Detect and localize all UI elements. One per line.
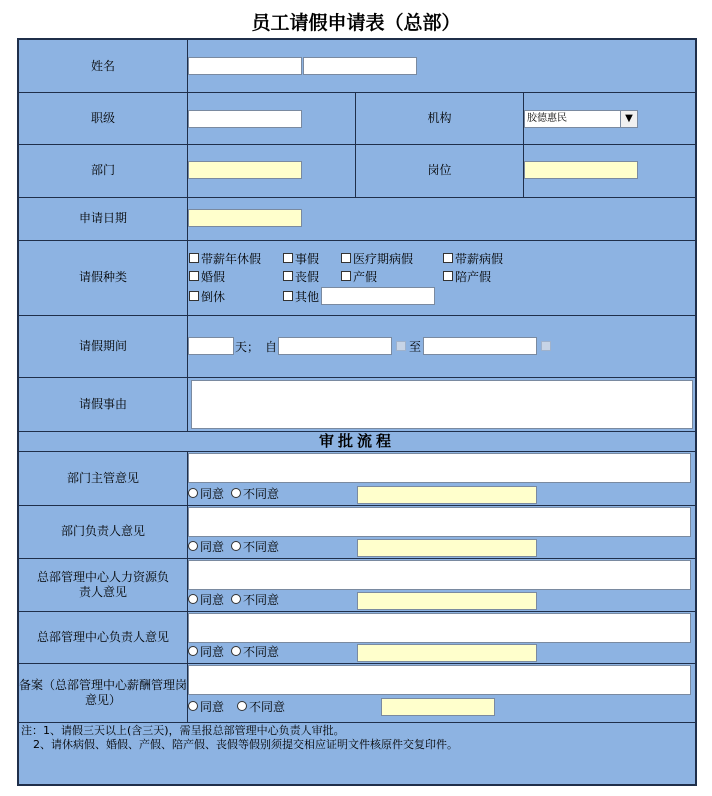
column-divider (187, 40, 188, 431)
leave-type-marriage[interactable]: 婚假 (189, 268, 225, 284)
calendar-icon[interactable] (541, 341, 551, 351)
approval-comment-input[interactable] (188, 665, 691, 695)
rank-label: 职级 (90, 110, 115, 125)
reason-label: 请假事由 (78, 396, 127, 411)
reason-textarea[interactable] (191, 380, 693, 429)
leave-type-medical[interactable]: 医疗期病假 (341, 250, 413, 266)
leave-type-bereavement[interactable]: 丧假 (283, 268, 319, 284)
approval-sign-input[interactable] (381, 698, 495, 716)
leave-period-label: 请假期间 (78, 338, 127, 353)
note-line-1: 注：1、请假三天以上(含三天)，需呈报总部管理中心负责人审批。 (21, 724, 345, 737)
chevron-down-icon[interactable]: ▼ (620, 111, 637, 127)
dept-input[interactable] (188, 161, 302, 179)
leave-form (17, 38, 697, 786)
disagree-radio[interactable]: 不同意 (231, 591, 279, 607)
page-title: 员工请假申请表（总部） (251, 12, 461, 34)
dept-label: 部门 (90, 163, 115, 177)
leave-type-paid-sick[interactable]: 带薪病假 (443, 250, 503, 266)
approval-sign-input[interactable] (357, 644, 537, 662)
org-select[interactable] (524, 110, 638, 128)
start-date-input[interactable] (278, 337, 392, 355)
to-label: 至 (409, 339, 422, 354)
approval-sign-input[interactable] (357, 486, 537, 504)
disagree-radio[interactable]: 不同意 (231, 643, 279, 659)
disagree-radio[interactable]: 不同意 (231, 485, 279, 501)
leave-type-comp[interactable]: 倒休 (189, 288, 225, 304)
approval-comment-input[interactable] (188, 507, 691, 537)
column-divider (523, 92, 524, 197)
note-line-2: 2、请休病假、婚假、产假、陪产假、丧假等假别须提交相应证明文件核原件交复印件。 (33, 738, 458, 751)
leave-type-maternity[interactable]: 产假 (341, 268, 377, 284)
leave-type-label: 请假种类 (78, 270, 127, 284)
post-input[interactable] (524, 161, 638, 179)
agree-radio[interactable]: 同意 (188, 698, 224, 714)
approval-row-label: 总部管理中心人力资源负责人意见 (36, 569, 169, 599)
org-select-value: 胶德惠民 (527, 113, 567, 124)
approval-row-label: 部门负责人意见 (60, 524, 145, 538)
days-unit: 天； (235, 339, 260, 354)
end-date-input[interactable] (423, 337, 537, 355)
approval-row-label: 总部管理中心负责人意见 (36, 629, 169, 644)
leave-type-personal[interactable]: 事假 (283, 250, 319, 266)
agree-radio[interactable]: 同意 (188, 643, 224, 659)
row-divider (19, 722, 695, 723)
approval-comment-input[interactable] (188, 453, 691, 483)
approval-row-label: 部门主管意见 (66, 470, 139, 485)
approval-comment-input[interactable] (188, 560, 691, 590)
disagree-radio[interactable]: 不同意 (231, 538, 279, 554)
post-label: 岗位 (427, 163, 452, 177)
apply-date-label: 申请日期 (78, 211, 127, 225)
approval-sign-input[interactable] (357, 539, 537, 557)
agree-radio[interactable]: 同意 (188, 485, 224, 501)
days-input[interactable] (188, 337, 234, 355)
name-input-1[interactable] (188, 57, 302, 75)
from-label: 自 (265, 339, 278, 354)
leave-type-annual[interactable]: 带薪年休假 (189, 250, 261, 266)
approval-sign-input[interactable] (357, 592, 537, 610)
other-type-input[interactable] (321, 287, 435, 305)
disagree-radio[interactable]: 不同意 (237, 698, 285, 714)
leave-type-other[interactable]: 其他 (283, 288, 319, 304)
leave-type-paternity[interactable]: 陪产假 (443, 268, 491, 284)
rank-input[interactable] (188, 110, 302, 128)
apply-date-input[interactable] (188, 209, 302, 227)
name-input-2[interactable] (303, 57, 417, 75)
calendar-icon[interactable] (396, 341, 406, 351)
org-label: 机构 (427, 110, 452, 125)
approval-comment-input[interactable] (188, 613, 691, 643)
approval-row-label: 备案（总部管理中心薪酬管理岗意见） (19, 677, 188, 707)
agree-radio[interactable]: 同意 (188, 538, 224, 554)
agree-radio[interactable]: 同意 (188, 591, 224, 607)
name-label: 姓名 (90, 58, 115, 73)
approval-section-title: 审批流程 (318, 432, 395, 450)
